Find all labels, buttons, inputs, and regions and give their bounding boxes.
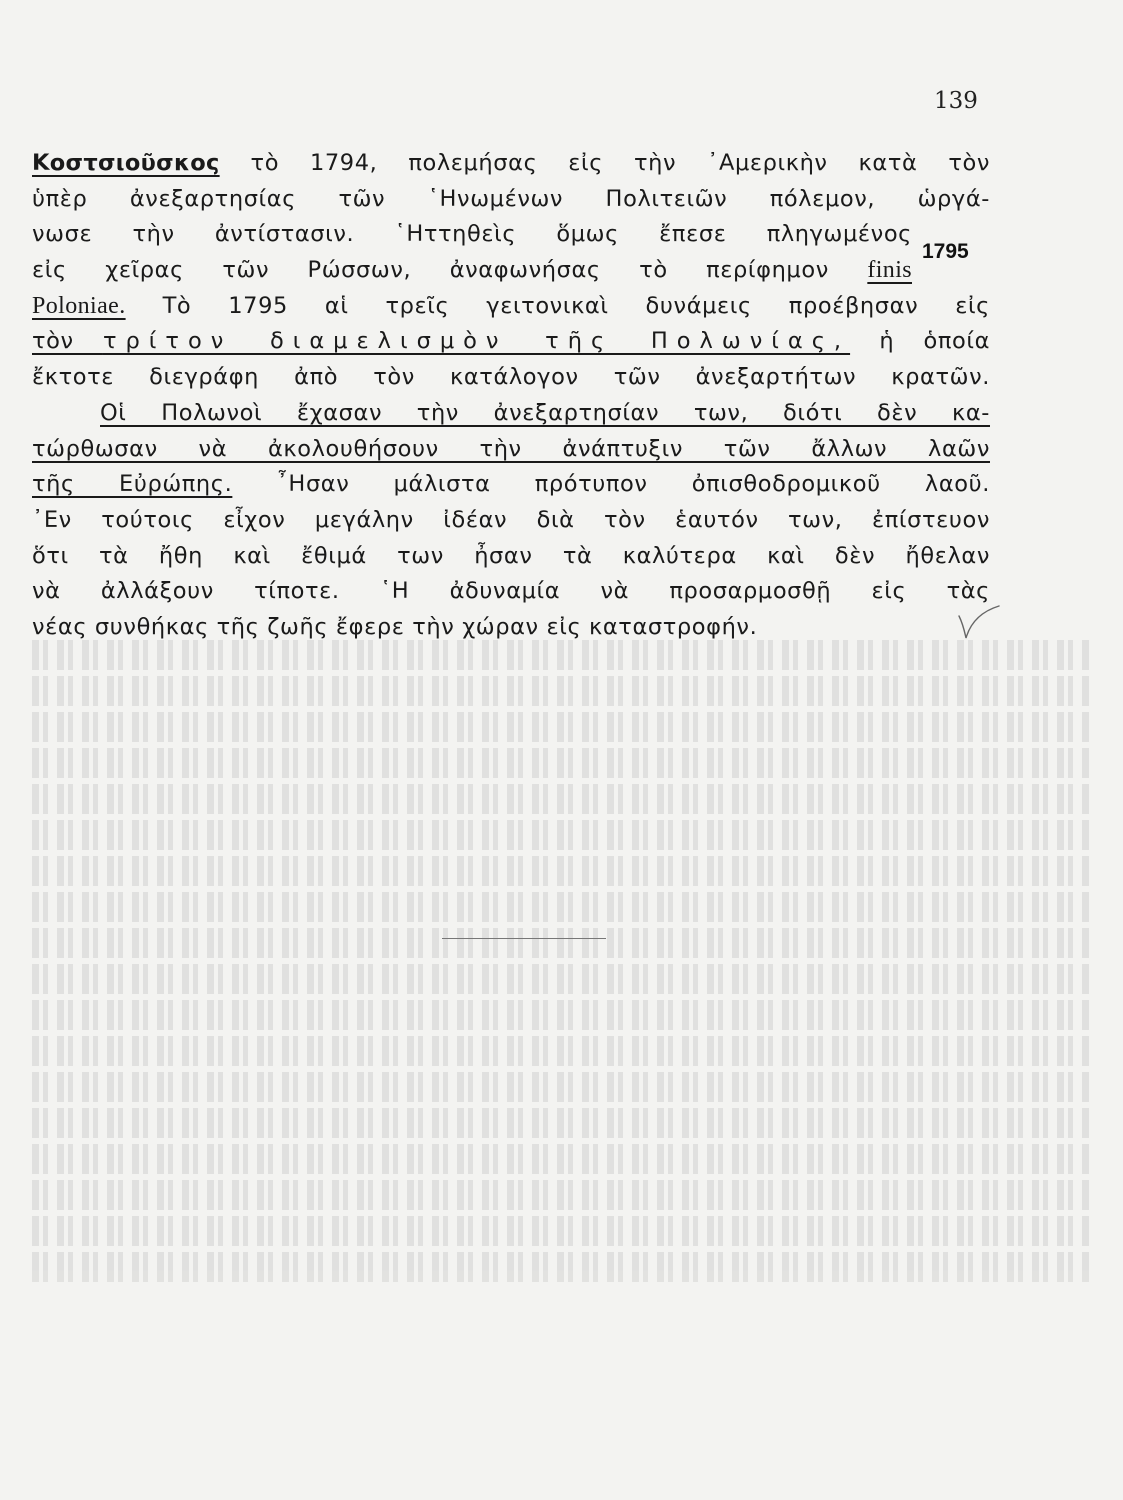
latin-phrase-finis: finis [867, 257, 912, 284]
text-line: τῆς Εὐρώπης. ῏Ησαν μάλιστα πρότυπον ὀπισθοδρομικοῦ λαοῦ. [32, 471, 990, 498]
margin-year-note: 1795 [922, 240, 969, 263]
name-kosciuszko: Κοστσιοῦσκος [32, 150, 220, 176]
text-line: νωσε τὴν ἀντίστασιν. ῾Ηττηθεὶς ὅμως ἔπεσε πληγωμένος [32, 221, 912, 248]
text-line: ὑπὲρ ἀνεξαρτησίας τῶν ῾Ηνωμένων Πολιτειῶν πόλεμον, ὡργά- [32, 185, 990, 212]
end-separator-rule [442, 938, 606, 939]
text-line: Poloniae. Τὸ 1795 αἱ τρεῖς γειτονικαὶ δυνάμεις προέβησαν εἰς [32, 292, 990, 319]
text-line: ᾿Εν τούτοις εἶχον μεγάλην ἰδέαν διὰ τὸν ἑαυτόν των, ἐπίστευον [32, 506, 990, 533]
text-line: ὅτι τὰ ἤθη καὶ ἔθιμά των ἦσαν τὰ καλύτερα καὶ δὲν ἤθελαν [32, 542, 990, 569]
text-line: Οἱ Πολωνοὶ ἔχασαν τὴν ἀνεξαρτησίαν των, διότι δὲν κα- [100, 399, 990, 426]
third-partition-emphasis: τρίτον διαμελισμὸν τῆς Πολωνίας, [102, 328, 851, 355]
text-line: ἔκτοτε διεγράφη ἀπὸ τὸν κατάλογον τῶν ἀνεξαρτήτων κρατῶν. [32, 364, 990, 391]
text-line: τὸν τρίτον διαμελισμὸν τῆς Πολωνίας, ἡ ὁποία [32, 328, 990, 355]
text-line: νὰ ἀλλάξουν τίποτε. ῾Η ἀδυναμία νὰ προσαρμοσθῇ εἰς τὰς [32, 578, 990, 605]
body-paragraphs [32, 146, 990, 646]
page-number: 139 [934, 88, 978, 114]
handwritten-check-mark [955, 600, 1005, 640]
latin-phrase-poloniae: Poloniae. [32, 292, 126, 319]
text-line: τώρθωσαν νὰ ἀκολουθήσουν τὴν ἀνάπτυξιν τῶν ἄλλων λαῶν [32, 435, 990, 462]
text-line: Κοστσιοῦσκος τὸ 1794, πολεμήσας εἰς τὴν ᾿Αμερικὴν κατὰ τὸν [32, 150, 990, 176]
bleed-through-texture [32, 640, 1092, 1340]
text-line: νέας συνθήκας τῆς ζωῆς ἔφερε τὴν χώραν εἰς καταστροφήν. [32, 613, 758, 640]
text-line: εἰς χεῖρας τῶν Ρώσσων, ἀναφωνήσας τὸ περίφημον finis [32, 257, 912, 284]
